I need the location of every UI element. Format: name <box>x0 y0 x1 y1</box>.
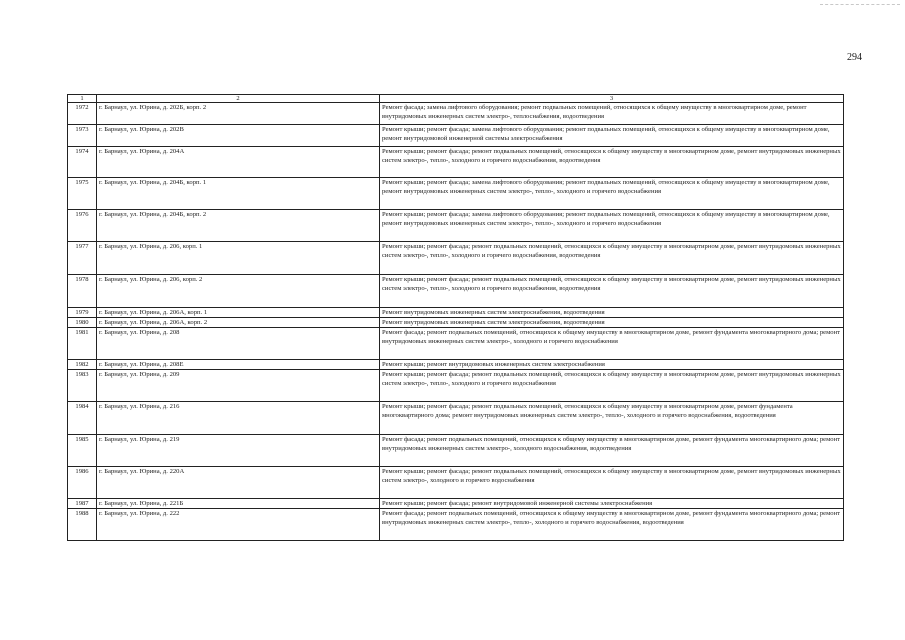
row-number-cell: 1975 <box>68 178 97 210</box>
row-address-cell: г. Барнаул, ул. Юрина, д. 206А, корп. 1 <box>97 308 380 318</box>
scan-artifact <box>820 4 900 9</box>
table-row <box>68 275 844 308</box>
row-number-cell: 1973 <box>68 125 97 147</box>
row-address-cell: г. Барнаул, ул. Юрина, д. 222 <box>97 509 380 541</box>
row-number-cell: 1978 <box>68 275 97 308</box>
row-address-cell: г. Барнаул, ул. Юрина, д. 220А <box>97 467 380 499</box>
row-works-cell: Ремонт крыши; ремонт фасада; замена лифтового оборудования; ремонт подвальных помещений, относящихся к общему имуществу в многоквартирном доме, ремонт внутридомовых инженерных систем электро-, тепло-, холодного и горячего водоснабжения <box>380 178 844 210</box>
table-row <box>68 435 844 467</box>
row-works-cell: Ремонт фасада; ремонт подвальных помещений, относящихся к общему имуществу в многоквартирном доме, ремонт фундамента многоквартирного дома; ремонт внутридомовых инженерных систем электро-, холодного водоснабжения, водоотведения <box>380 435 844 467</box>
row-works-cell: Ремонт крыши; ремонт фасада; ремонт подвальных помещений, относящихся к общему имуществу в многоквартирном доме, ремонт внутридомовых инженерных систем электро-, тепло-, холодного и горячего водоснабжения, водоотведения <box>380 242 844 275</box>
row-works-cell: Ремонт крыши; ремонт фасада; замена лифтового оборудования; ремонт подвальных помещений, относящихся к общему имуществу в многоквартирном доме, ремонт внутридомовой инженерной системы электроснабжения <box>380 125 844 147</box>
row-number-cell: 1987 <box>68 499 97 509</box>
row-address-cell: г. Барнаул, ул. Юрина, д. 202В <box>97 125 380 147</box>
table-row <box>68 308 844 318</box>
row-address-cell: г. Барнаул, ул. Юрина, д. 204Б, корп. 2 <box>97 210 380 242</box>
row-works-cell: Ремонт внутридомовых инженерных систем электроснабжения, водоотведения <box>380 308 844 318</box>
row-works-cell: Ремонт крыши; ремонт фасада; ремонт подвальных помещений, относящихся к общему имуществу в многоквартирном доме, ремонт внутридомовых инженерных систем электро-, тепло-, холодного и горячего водоснабжения, водоотведения <box>380 275 844 308</box>
table-row <box>68 402 844 435</box>
row-address-cell: г. Барнаул, ул. Юрина, д. 206, корп. 2 <box>97 275 380 308</box>
header-row <box>68 95 844 103</box>
row-number-cell: 1977 <box>68 242 97 275</box>
row-address-cell: г. Барнаул, ул. Юрина, д. 208Е <box>97 360 380 370</box>
table-row <box>68 509 844 541</box>
row-address-cell: г. Барнаул, ул. Юрина, д. 208 <box>97 328 380 360</box>
row-works-cell: Ремонт крыши; ремонт фасада; ремонт подвальных помещений, относящихся к общему имуществу в многоквартирном доме, ремонт фундамента многоквартирного дома; ремонт внутридомовых инженерных систем электро-, тепло-, холодного и горячего водоснабжения, водоотведения <box>380 402 844 435</box>
row-number-cell: 1984 <box>68 402 97 435</box>
table-row <box>68 328 844 360</box>
row-number-cell: 1985 <box>68 435 97 467</box>
table-row <box>68 360 844 370</box>
header-cell-address: 2 <box>97 95 380 103</box>
row-works-cell: Ремонт фасада; ремонт подвальных помещений, относящихся к общему имуществу в многоквартирном доме, ремонт фундамента многоквартирного дома; ремонт внутридомовых инженерных систем электро-, тепло-, холодного и горячего водоснабжения, водоотведения <box>380 509 844 541</box>
row-works-cell: Ремонт крыши; ремонт фасада; ремонт внутридомовой инженерной системы электроснабжения <box>380 499 844 509</box>
row-address-cell: г. Барнаул, ул. Юрина, д. 216 <box>97 402 380 435</box>
row-works-cell: Ремонт крыши; ремонт фасада; ремонт подвальных помещений, относящихся к общему имуществу в многоквартирном доме, ремонт внутридомовых инженерных систем электро-, тепло-, холодного и горячего водоснабжения, водоотведения <box>380 147 844 178</box>
row-number-cell: 1986 <box>68 467 97 499</box>
row-number-cell: 1980 <box>68 318 97 328</box>
registry-table <box>67 94 844 541</box>
row-number-cell: 1972 <box>68 103 97 125</box>
row-address-cell: г. Барнаул, ул. Юрина, д. 204А <box>97 147 380 178</box>
table-row <box>68 147 844 178</box>
row-works-cell: Ремонт крыши; ремонт внутридомовых инженерных систем электроснабжения <box>380 360 844 370</box>
row-number-cell: 1976 <box>68 210 97 242</box>
row-address-cell: г. Барнаул, ул. Юрина, д. 202Б, корп. 2 <box>97 103 380 125</box>
row-address-cell: г. Барнаул, ул. Юрина, д. 206А, корп. 2 <box>97 318 380 328</box>
header-cell-works: 3 <box>380 95 844 103</box>
row-works-cell: Ремонт фасада; замена лифтового оборудования; ремонт подвальных помещений, относящихся к общему имуществу в многоквартирном доме, ремонт внутридомовых инженерных систем электро-, теплоснабжения, водоотведения <box>380 103 844 125</box>
row-number-cell: 1983 <box>68 370 97 402</box>
row-number-cell: 1982 <box>68 360 97 370</box>
table-row <box>68 467 844 499</box>
row-address-cell: г. Барнаул, ул. Юрина, д. 219 <box>97 435 380 467</box>
header-cell-number: 1 <box>68 95 97 103</box>
row-number-cell: 1979 <box>68 308 97 318</box>
table-row <box>68 370 844 402</box>
row-works-cell: Ремонт крыши; ремонт фасада; ремонт подвальных помещений, относящихся к общему имуществу в многоквартирном доме, ремонт внутридомовых инженерных систем электро-, холодного и горячего водоснабжения <box>380 467 844 499</box>
table-row <box>68 318 844 328</box>
table-row <box>68 178 844 210</box>
row-number-cell: 1988 <box>68 509 97 541</box>
row-works-cell: Ремонт крыши; ремонт фасада; замена лифтового оборудования; ремонт подвальных помещений, относящихся к общему имуществу в многоквартирном доме, ремонт внутридомовых инженерных систем электро-, тепло-, холодного и горячего водоснабжения <box>380 210 844 242</box>
row-address-cell: г. Барнаул, ул. Юрина, д. 206, корп. 1 <box>97 242 380 275</box>
table-row <box>68 125 844 147</box>
row-works-cell: Ремонт крыши; ремонт фасада; ремонт подвальных помещений, относящихся к общему имуществу в многоквартирном доме, ремонт внутридомовых инженерных систем электро-, тепло-, холодного и горячего водоснабжения <box>380 370 844 402</box>
page-number: 294 <box>847 52 862 63</box>
row-address-cell: г. Барнаул, ул. Юрина, д. 209 <box>97 370 380 402</box>
table-row <box>68 210 844 242</box>
row-number-cell: 1981 <box>68 328 97 360</box>
row-address-cell: г. Барнаул, ул. Юрина, д. 221Б <box>97 499 380 509</box>
row-works-cell: Ремонт внутридомовых инженерных систем электроснабжения, водоотведения <box>380 318 844 328</box>
row-works-cell: Ремонт фасада; ремонт подвальных помещений, относящихся к общему имуществу в многоквартирном доме, ремонт фундамента многоквартирного дома; ремонт внутридомовых инженерных систем электро-, холодного и горячего водоснабжения <box>380 328 844 360</box>
table-row <box>68 499 844 509</box>
row-number-cell: 1974 <box>68 147 97 178</box>
row-address-cell: г. Барнаул, ул. Юрина, д. 204Б, корп. 1 <box>97 178 380 210</box>
table-row <box>68 103 844 125</box>
table-row <box>68 242 844 275</box>
